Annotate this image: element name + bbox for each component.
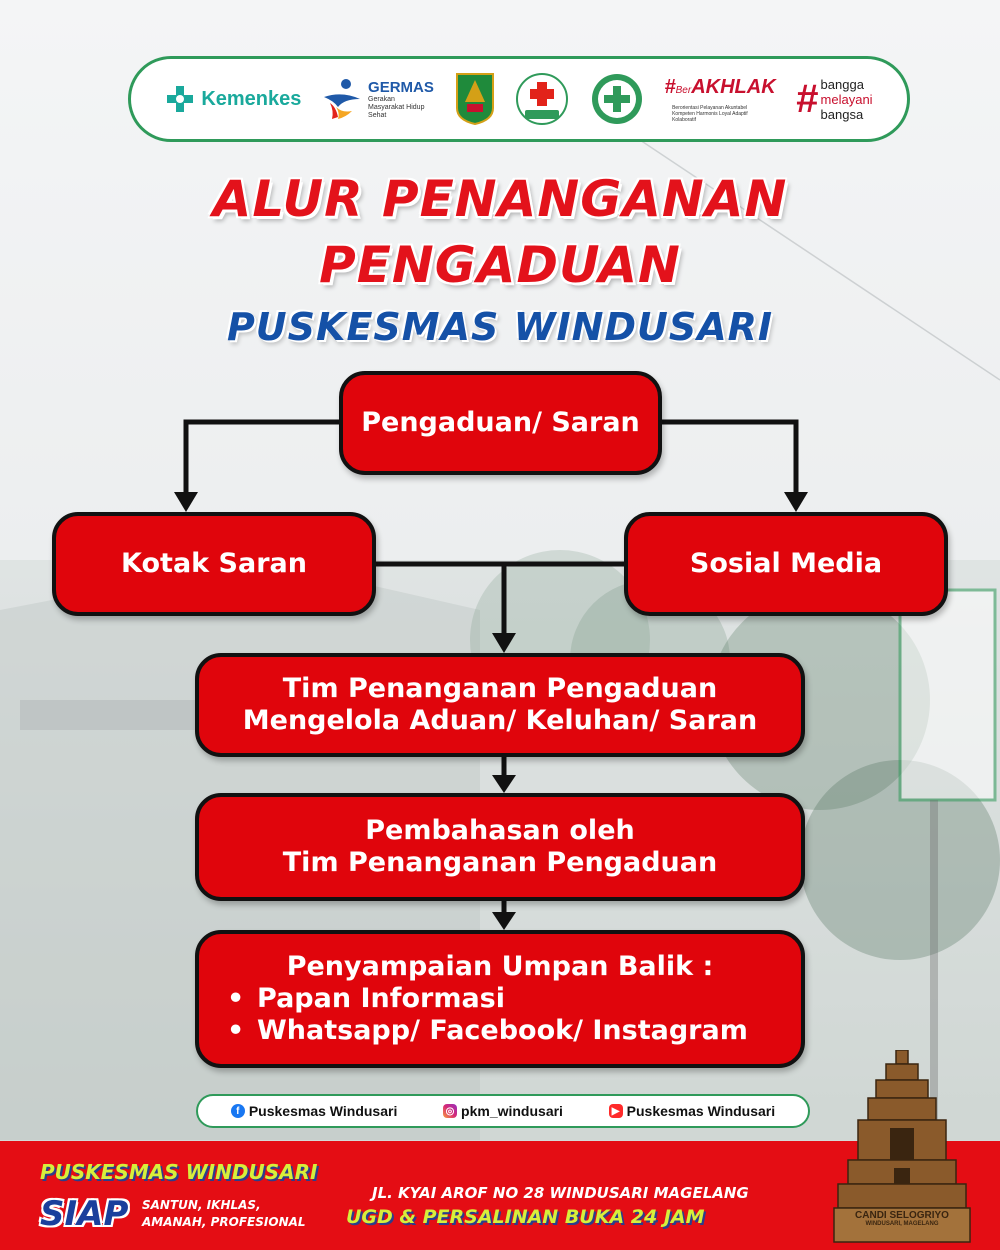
- footer-siap: SIAP: [40, 1194, 129, 1234]
- arrow-head-bahas: [492, 775, 516, 793]
- germas-title: GERMAS: [368, 78, 434, 96]
- melayani-word: melayani: [820, 91, 873, 107]
- flow-box-tim-penanganan: [195, 653, 805, 757]
- temple-location: WINDUSARI, MAGELANG: [865, 1221, 939, 1227]
- puskesmas-logo: [590, 72, 644, 126]
- footer-address: JL. KYAI AROF NO 28 WINDUSARI MAGELANG: [372, 1184, 749, 1202]
- temple-label: [840, 1210, 964, 1227]
- germas-icon: [322, 77, 362, 121]
- akhlak-title: AKHLAK: [691, 75, 776, 98]
- pengaduan-label: Pengaduan/ Saran: [361, 407, 640, 438]
- temple-name: CANDI SELOGRIYO: [855, 1210, 949, 1221]
- puskesmas-icon: [590, 72, 644, 126]
- bahas-line-1: Pembahasan oleh: [365, 815, 635, 846]
- youtube-icon: ▶: [609, 1104, 623, 1118]
- instagram-handle: pkm_windusari: [461, 1103, 563, 1119]
- umpan-item-papan: • Papan Informasi: [223, 983, 748, 1015]
- akhlak-hash-icon: #: [664, 75, 676, 98]
- kemenkes-logo: [165, 84, 301, 114]
- facebook-link[interactable]: [231, 1103, 398, 1119]
- facebook-handle: Puskesmas Windusari: [248, 1103, 398, 1119]
- sosial-media-label: Sosial Media: [689, 548, 883, 579]
- bangga-melayani-logo: [796, 77, 872, 122]
- bahas-line-2: Tim Penanganan Pengaduan: [282, 847, 718, 878]
- magelang-regency-emblem: [455, 72, 495, 126]
- kemenkes-icon: [165, 84, 195, 114]
- umpan-list: [199, 983, 748, 1047]
- akhlak-logo: [665, 76, 776, 123]
- footer-ugd-hours: UGD & PERSALINAN BUKA 24 JAM: [346, 1206, 705, 1228]
- logo-bar: [128, 56, 910, 142]
- footer-values-line-2: AMANAH, PROFESIONAL: [142, 1215, 306, 1229]
- footer-values: [142, 1197, 332, 1231]
- flow-box-pengaduan-saran: [339, 371, 662, 475]
- regency-shield-icon: [455, 72, 495, 126]
- bangga-word: bangga: [820, 76, 864, 92]
- flow-box-pembahasan: [195, 793, 805, 901]
- bangsa-word: bangsa: [820, 106, 864, 122]
- mos-ilp-logo: [515, 72, 569, 126]
- social-media-bar: [196, 1094, 810, 1128]
- facebook-icon: f: [231, 1104, 245, 1118]
- akhlak-ber: Ber: [675, 84, 692, 96]
- arrow-head-umpan: [492, 912, 516, 930]
- title-line-1: ALUR PENANGANAN: [212, 170, 788, 228]
- kotak-saran-label: Kotak Saran: [121, 548, 307, 579]
- connector-to-sosmed: [662, 422, 796, 492]
- arrow-head-sosmed: [784, 492, 808, 512]
- tim-line-1: Tim Penanganan Pengaduan: [282, 673, 718, 704]
- arrow-head-tim: [492, 633, 516, 653]
- bangga-hash-icon: #: [796, 77, 819, 121]
- germas-logo: [322, 77, 434, 121]
- germas-subtitle: Gerakan Masyarakat Hidup Sehat: [368, 95, 425, 119]
- youtube-link[interactable]: [609, 1103, 776, 1119]
- umpan-title: Penyampaian Umpan Balik :: [286, 951, 714, 982]
- footer-puskesmas-name: PUSKESMAS WINDUSARI: [40, 1160, 318, 1184]
- umpan-item-sosmed: • Whatsapp/ Facebook/ Instagram: [223, 1015, 748, 1047]
- flow-box-umpan-balik: [195, 930, 805, 1068]
- flow-box-sosial-media: [624, 512, 948, 616]
- youtube-handle: Puskesmas Windusari: [626, 1103, 776, 1119]
- subtitle-puskesmas: PUSKESMAS WINDUSARI: [226, 305, 774, 349]
- akhlak-subtitle: Berorientasi Pelayanan Akuntabel Kompeten Harmonis Loyal Adaptif Kolaboratif: [672, 104, 748, 123]
- title-line-2: PENGADUAN: [319, 236, 681, 294]
- instagram-icon: ◎: [443, 1104, 457, 1118]
- arrow-head-kotak: [174, 492, 198, 512]
- tim-line-2: Mengelola Aduan/ Keluhan/ Saran: [242, 705, 758, 736]
- kemenkes-label: Kemenkes: [201, 87, 302, 110]
- connector-to-kotak: [186, 422, 339, 492]
- flow-box-kotak-saran: [52, 512, 376, 616]
- instagram-link[interactable]: [443, 1103, 563, 1119]
- mos-ilp-icon: [515, 72, 569, 126]
- footer-values-line-1: SANTUN, IKHLAS,: [142, 1198, 261, 1212]
